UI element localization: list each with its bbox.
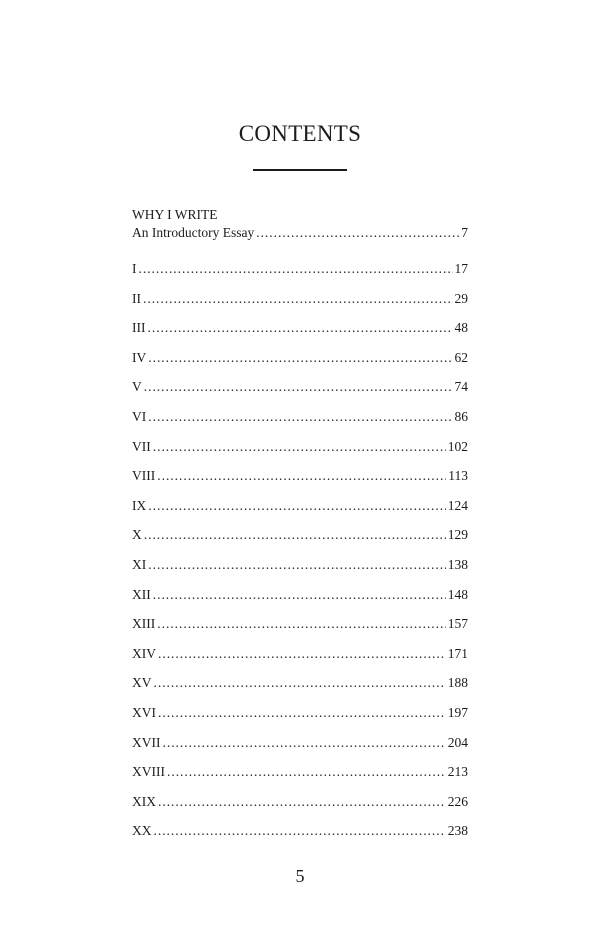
toc-entry-chapter[interactable] xyxy=(132,408,468,438)
dot-leader xyxy=(158,793,446,811)
essay-subtitle: An Introductory Essay xyxy=(132,225,255,240)
toc-entry-essay[interactable] xyxy=(132,206,468,246)
chapter-page-number: 226 xyxy=(447,793,468,809)
toc-entry-chapter[interactable] xyxy=(132,319,468,349)
page-title: CONTENTS xyxy=(238,121,362,146)
chapter-page-number: 124 xyxy=(447,497,468,513)
toc-entry-chapter[interactable] xyxy=(132,822,468,852)
dot-leader xyxy=(148,556,446,574)
toc-entry-chapter[interactable] xyxy=(132,793,468,823)
toc-entry-chapter[interactable] xyxy=(132,615,468,645)
chapter-page-number: 29 xyxy=(454,290,468,306)
chapter-label: XVIII xyxy=(132,764,165,780)
dot-leader xyxy=(153,438,446,456)
dot-leader xyxy=(148,349,452,367)
dot-leader xyxy=(144,526,446,544)
essay-heading: WHY I WRITE xyxy=(132,207,218,222)
chapter-page-number: 86 xyxy=(454,408,468,424)
toc-entry-chapter[interactable] xyxy=(132,645,468,675)
chapter-page-number: 157 xyxy=(447,616,468,632)
chapter-page-number: 238 xyxy=(447,823,468,839)
chapter-label: XVII xyxy=(132,734,161,750)
toc-entry-chapter[interactable] xyxy=(132,556,468,586)
chapter-label: XVI xyxy=(132,704,156,720)
toc-entry-chapter[interactable] xyxy=(132,378,468,408)
chapter-label: III xyxy=(132,320,146,336)
dot-leader xyxy=(153,586,446,604)
dot-leader xyxy=(148,497,446,515)
chapter-page-number: 102 xyxy=(447,438,468,454)
dot-leader xyxy=(158,645,446,663)
dot-leader xyxy=(144,378,453,396)
chapter-label: XII xyxy=(132,586,151,602)
chapter-label: X xyxy=(132,527,142,543)
chapter-page-number: 197 xyxy=(447,704,468,720)
toc-entry-chapter[interactable] xyxy=(132,438,468,468)
chapter-page-number: 17 xyxy=(454,261,468,276)
chapter-label: V xyxy=(132,379,142,395)
chapter-page-number: 129 xyxy=(447,527,468,543)
chapter-label: XIX xyxy=(132,793,156,809)
dot-leader xyxy=(256,224,459,242)
toc-entry-chapter[interactable] xyxy=(132,260,468,290)
chapter-label: XI xyxy=(132,556,147,572)
toc-entry-chapter[interactable] xyxy=(132,734,468,764)
dot-leader xyxy=(143,290,453,308)
dot-leader xyxy=(154,822,446,840)
chapter-label: IX xyxy=(132,497,147,513)
chapter-label: XX xyxy=(132,823,152,839)
chapter-page-number: 171 xyxy=(447,645,468,661)
chapter-page-number: 213 xyxy=(447,764,468,780)
chapter-page-number: 48 xyxy=(454,320,468,336)
chapter-page-number: 113 xyxy=(448,468,468,484)
dot-leader xyxy=(167,763,446,781)
chapter-label: XV xyxy=(132,675,152,691)
title-rule xyxy=(253,169,347,171)
chapter-page-number: 188 xyxy=(447,675,468,691)
dot-leader xyxy=(148,408,452,426)
toc-entry-chapter[interactable] xyxy=(132,497,468,527)
dot-leader xyxy=(148,319,453,337)
chapter-page-number: 62 xyxy=(454,349,468,365)
dot-leader xyxy=(154,674,446,692)
chapter-label: VII xyxy=(132,438,151,454)
page-number: 5 xyxy=(295,866,305,886)
dot-leader xyxy=(157,467,446,485)
essay-page-number: 7 xyxy=(461,225,468,240)
dot-leader xyxy=(157,615,446,633)
chapter-label: IV xyxy=(132,349,147,365)
chapter-label: XIV xyxy=(132,645,156,661)
toc-entry-chapter[interactable] xyxy=(132,674,468,704)
toc-entry-chapter[interactable] xyxy=(132,763,468,793)
chapter-label: VIII xyxy=(132,468,156,484)
chapter-label: I xyxy=(132,261,137,276)
chapter-label: VI xyxy=(132,408,147,424)
dot-leader xyxy=(158,704,446,722)
chapter-page-number: 138 xyxy=(447,556,468,572)
toc-entry-chapter[interactable] xyxy=(132,704,468,734)
dot-leader xyxy=(139,260,453,278)
chapter-label: II xyxy=(132,290,141,306)
toc-entry-chapter[interactable] xyxy=(132,290,468,320)
chapter-page-number: 204 xyxy=(447,734,468,750)
toc-entry-chapter[interactable] xyxy=(132,349,468,379)
chapter-page-number: 148 xyxy=(447,586,468,602)
table-of-contents xyxy=(132,206,468,852)
toc-entry-chapter[interactable] xyxy=(132,467,468,497)
chapter-page-number: 74 xyxy=(454,379,468,395)
toc-entry-chapter[interactable] xyxy=(132,586,468,616)
dot-leader xyxy=(163,734,446,752)
toc-entry-chapter[interactable] xyxy=(132,526,468,556)
chapter-label: XIII xyxy=(132,616,156,632)
